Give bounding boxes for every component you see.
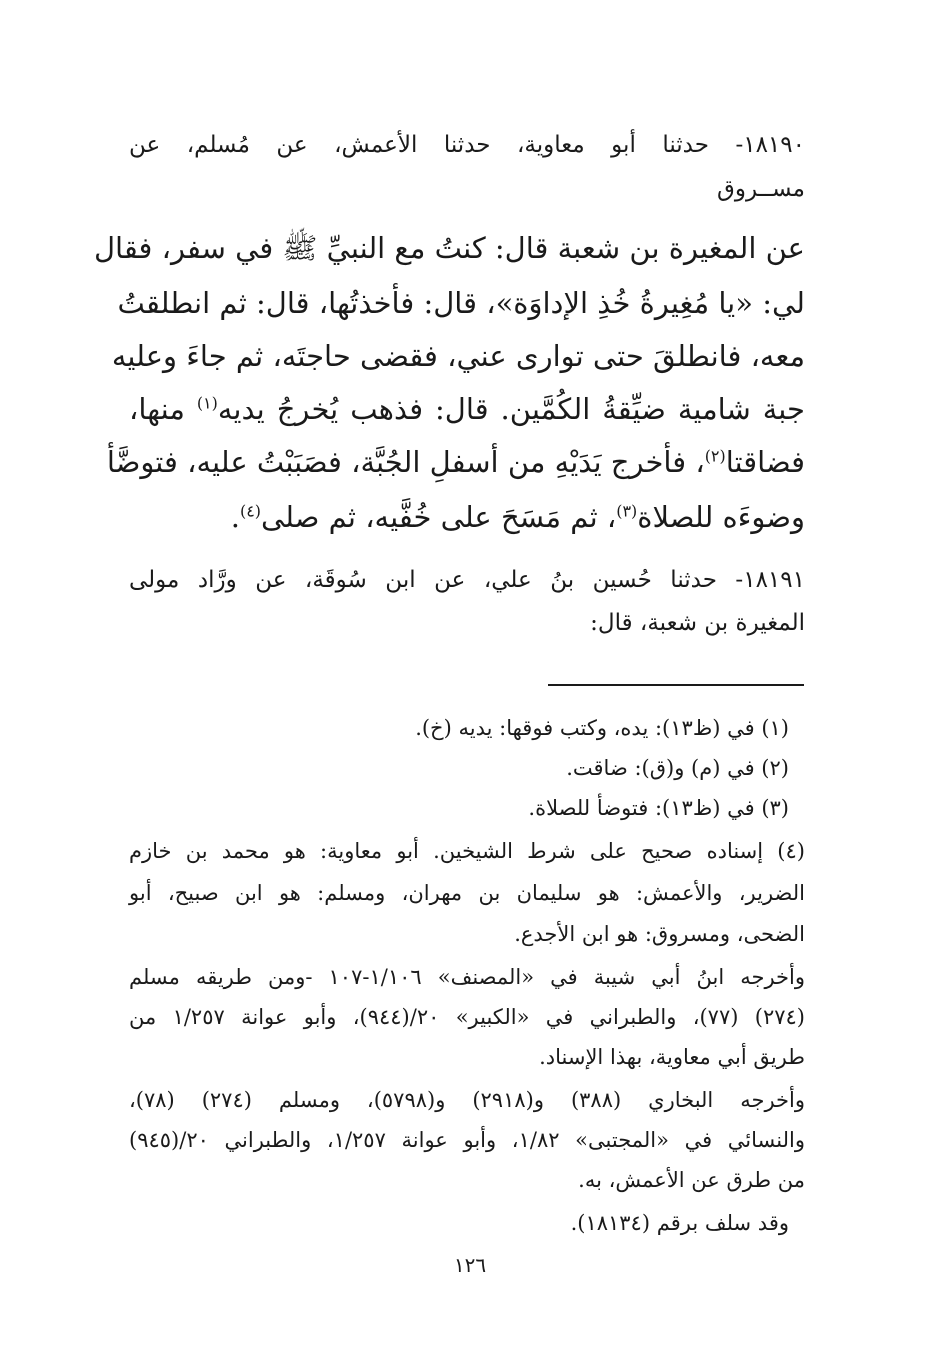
- footnote-1: (١) في (ظ١٣): يده، وكتب فوقها: يديه (خ).: [415, 716, 789, 740]
- footnote-2: (٢) في (م) و(ق): ضاقت.: [566, 756, 789, 780]
- footnote-4-para2-line-1: وأخرجه ابنُ أبي شيبة في «المصنف» ١/١٠٦-١٠٧ -ومن طريقه مسلم: [129, 965, 805, 989]
- hadith-18190-line-1: ١٨١٩٠- حدثنا أبو معاوية، حدثنا الأعمش، عن مُسلم، عن: [129, 132, 805, 158]
- footnote-4-para3-line-1: وأخرجه البخاري (٣٨٨) و(٢٩١٨) و(٥٧٩٨)، ومسلم (٢٧٤) (٧٨)،: [129, 1088, 806, 1112]
- footnote-4-para2-line-3: طريق أبي معاوية، بهذا الإسناد.: [539, 1045, 805, 1069]
- matn-text: ، فأخرج يَدَيْهِ من أسفلِ الجُبَّة، فصَبَبْتُ عليه، فتوضَّأ: [106, 445, 705, 479]
- footnote-4-para3-line-2: والنسائي في «المجتبى» ١/٨٢، وأبو عوانة ١/٢٥٧، والطبراني ٢٠/(٩٤٥): [129, 1128, 805, 1152]
- matn-text: .: [230, 500, 240, 534]
- footnote-ref-4: (٤): [239, 501, 261, 521]
- matn-line-3: معه، فانطلقَ حتى توارى عني، فقضى حاجتَه، ثم جاءَ وعليه: [111, 339, 805, 373]
- matn-text: وضوءَه للصلاة: [637, 500, 805, 534]
- footnote-4-see-also: وقد سلف برقم (١٨١٣٤).: [570, 1211, 789, 1235]
- hadith-18191-line-1: ١٨١٩١- حدثنا حُسين بنُ علي، عن ابن سُوقَة، عن ورَّاد مولى: [129, 567, 805, 593]
- footnote-separator: [548, 684, 804, 686]
- footnote-ref-2: (٢): [704, 446, 726, 466]
- footnote-4-line-2: الضرير، والأعمش: هو سليمان بن مهران، ومسلم: هو ابن صبيح، أبو: [129, 881, 805, 905]
- matn-line-4: [129, 389, 805, 429]
- matn-text: منها،: [129, 392, 197, 426]
- matn-line-2: لي: «يا مُغِيرةُ خُذِ الإداوَة»، قال: فأخذتُها، قال: ثم انطلقتُ: [117, 286, 805, 320]
- hadith-18191-line-2: المغيرة بن شعبة، قال:: [590, 610, 805, 636]
- page-number: ١٢٦: [453, 1253, 487, 1277]
- footnote-4-para3-line-3: من طرق عن الأعمش، به.: [578, 1168, 805, 1192]
- footnote-4-para2-line-2: (٢٧٤) (٧٧)، والطبراني في «الكبير» ٢٠/(٩٤٤)، وأبو عوانة ١/٢٥٧ من: [129, 1005, 805, 1029]
- matn-text: جبة شامية ضيِّقةُ الكُمَّين. قال: فذهب يُخرجُ يديه: [217, 392, 805, 426]
- footnote-4-line-1: (٤) إسناده صحيح على شرط الشيخين. أبو معاوية: هو محمد بن خازم: [129, 839, 805, 863]
- footnote-4-line-3: الضحى، ومسروق: هو ابن الأجدع.: [514, 922, 805, 946]
- matn-text: ، ثم مَسَحَ على خُفَّيه، ثم صلى: [260, 500, 617, 534]
- footnote-ref-1: (١): [196, 393, 218, 413]
- matn-line-5: [106, 442, 805, 482]
- hadith-18190-line-2: مســروق: [717, 176, 805, 202]
- matn-text: فضاقتا: [725, 445, 805, 479]
- footnote-ref-3: (٣): [616, 501, 638, 521]
- footnote-3: (٣) في (ظ١٣): فتوضأ للصلاة.: [528, 796, 789, 820]
- matn-line-6: [129, 497, 805, 537]
- matn-line-1: عن المغيرة بن شعبة قال: كنتُ مع النبيِّ ﷺ في سفر، فقال: [93, 231, 805, 265]
